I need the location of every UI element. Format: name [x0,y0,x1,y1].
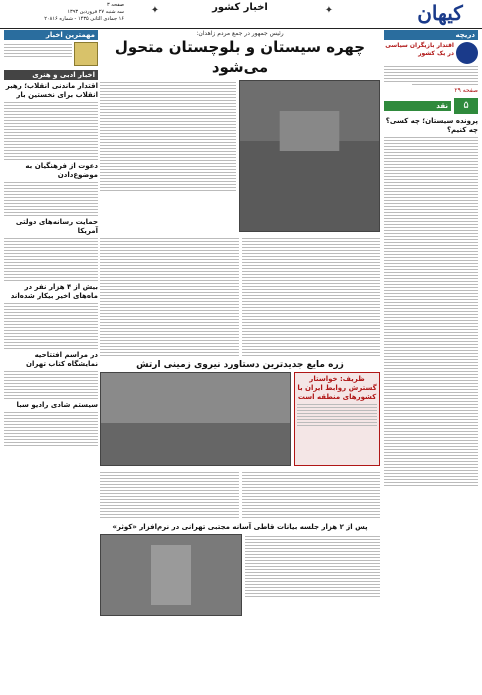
issue-info [4,2,124,23]
red-feature-box [294,372,380,466]
headline-kicker: رئیس جمهور در جمع مردم زاهدان: [196,30,284,37]
left-item-6-text [4,371,98,399]
bottom-headline: پس از ۲ هزار جلسه بیانات قاطی آسانه مجتبی تهرانی در نرم‌افزار «کوثر» [112,523,368,531]
column-red-text: اقتدار بازیگران سیاسی در یک کشور [385,42,454,57]
ceremony-photo-illustration [101,535,241,615]
gift-icon [74,42,98,66]
compass-ornament-icon: ✦ [324,5,334,16]
left-item-4-text [4,238,98,281]
left-box-title: مهمترین اخبار [4,30,98,40]
kayhan-logo: کیهان [417,1,463,25]
left-column [4,30,98,690]
right-column [384,30,478,690]
left-item-4: حمایت رسانه‌های دولتی آمریکا [15,218,98,235]
sun-icon [456,42,478,64]
left-item-2-text [4,102,98,160]
note-body-text [384,137,478,486]
left-item-5: بیش از ۴ هزار نفر در ماه‌های اخیر بیکار شده‌اند [10,283,98,300]
column-box-title: دریچه [384,30,478,40]
note-head: نقد [384,101,451,111]
mid-headline: زره مایع جدیدترین دستاورد نیروی زمینی ارتش [136,360,344,370]
second-article-text [242,236,381,358]
main-headline: چهره سیستان و بلوچستان متحول می‌شود [114,38,366,76]
note-title: پرونده سیستان؛ چه کسی؟ چه کنیم؟ [385,117,478,134]
red-feature-title: ظریف: خواستار گسترش روابط ایران با کشورهای منطقه است [297,375,377,401]
parade-photo-illustration [101,373,290,465]
compass-ornament-icon: ✦ [150,5,160,16]
main-column [100,30,380,690]
left-item-3-text [4,182,98,216]
issue-number: ۱۶ جمادی الثانی ۱۴۳۵ - شماره ۲۰۸۱۶ [44,16,124,22]
masthead [0,0,482,29]
left-item-6: در مراسم افتتاحیه نمایشگاه کتاب تهران [26,351,98,368]
bottom-article-text [245,534,380,616]
left-item-7-text [4,412,98,446]
section-title: اخبار کشور [212,2,268,13]
column-body-text [384,66,478,85]
fifth-article-text [100,470,239,520]
left-item-5-text [4,303,98,349]
third-article-text [100,236,239,358]
issue-date: سه شنبه ۲۷ فروردین ۱۳۹۳ [67,9,124,15]
crowd-photo-illustration [240,81,379,231]
lead-article-text [100,80,236,232]
fourth-article-text [242,470,381,520]
ceremony-photo [100,534,242,616]
numbered-badge: ۵ [454,98,478,114]
left-item-3: دعوت از فرهنگیان به موضوع‌دادن [25,162,98,179]
left-box-text [4,42,72,66]
page-number: صفحه ۳ [107,2,124,8]
left-item-2: اقتدار ماندنی انقلاب؛ رهبر انقلاب برای نخستین بار [5,82,98,99]
left-section-1: اخبار ادبی و هنری [4,70,98,80]
left-item-7: سیستم شادی رادیو سبا [16,401,98,409]
crowd-photo [239,80,380,232]
military-parade-photo [100,372,291,466]
page-ref: صفحه ۲۹ [454,87,478,94]
